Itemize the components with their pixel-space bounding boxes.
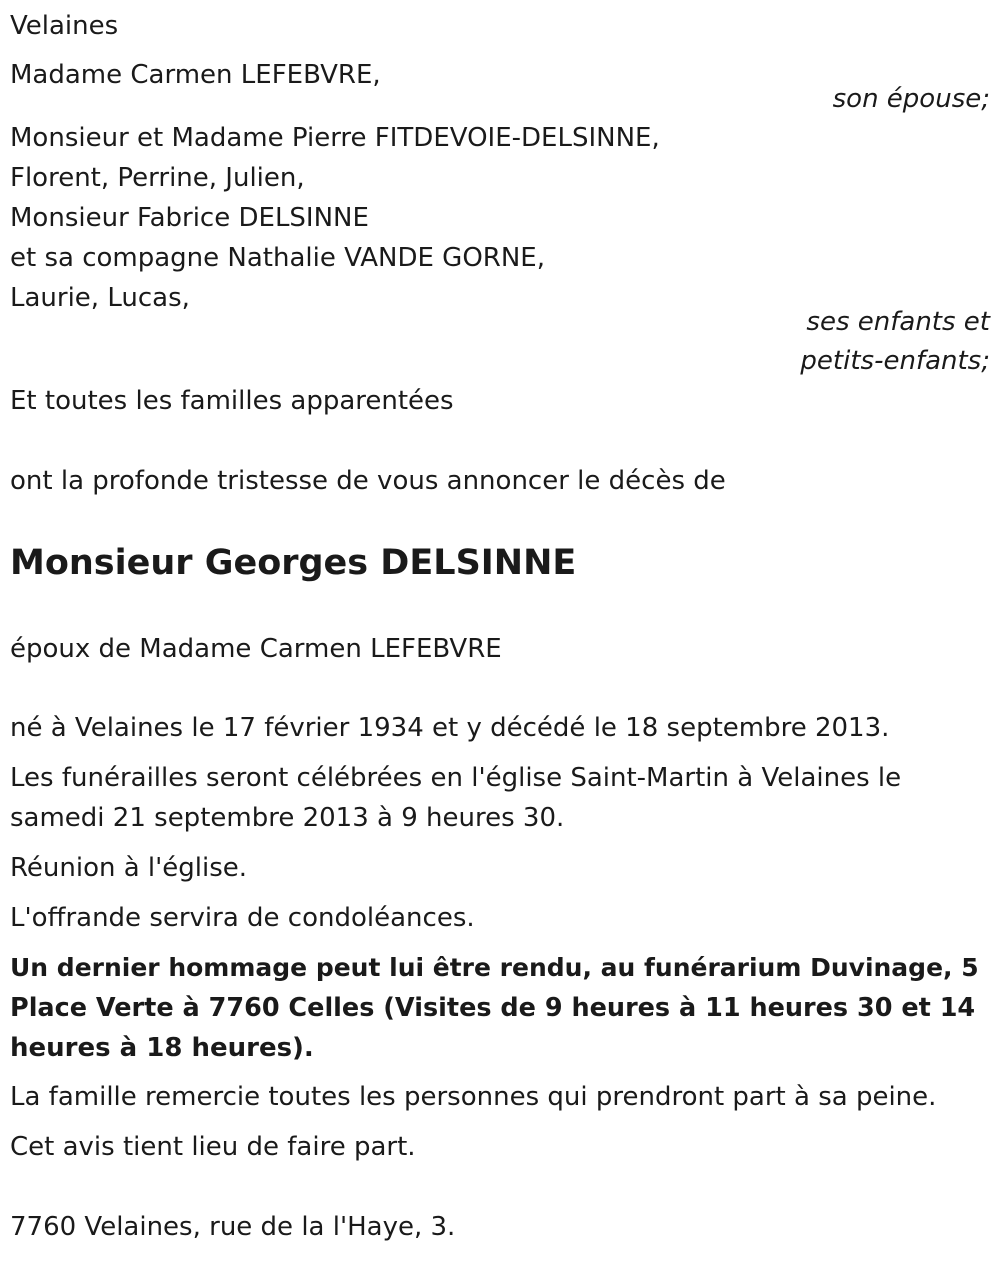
notice: Cet avis tient lieu de faire part. [10, 1132, 416, 1162]
spouse-of: époux de Madame Carmen LEFEBVRE [10, 634, 502, 664]
address: 7760 Velaines, rue de la l'Haye, 3. [10, 1212, 456, 1242]
families-line: Et toutes les familles apparentées [10, 386, 454, 416]
offering: L'offrande servira de condoléances. [10, 903, 475, 933]
birth-death: né à Velaines le 17 février 1934 et y décédé le 18 septembre 2013. [10, 713, 890, 743]
meeting: Réunion à l'église. [10, 853, 248, 883]
homage-line3: heures à 18 heures). [10, 1033, 314, 1063]
spouse-role: son épouse; [832, 84, 990, 114]
child-line: Laurie, Lucas, [10, 283, 190, 313]
child-line: Monsieur Fabrice DELSINNE [10, 203, 369, 233]
announcement: ont la profonde tristesse de vous annoncer le décès de [10, 466, 726, 496]
homage-line2: Place Verte à 7760 Celles (Visites de 9 heures à 11 heures 30 et 14 [10, 993, 976, 1023]
children-role-line1: ses enfants et [806, 307, 990, 337]
child-line: et sa compagne Nathalie VANDE GORNE, [10, 243, 545, 273]
child-line: Florent, Perrine, Julien, [10, 163, 305, 193]
funeral-line1: Les funérailles seront célébrées en l'église Saint-Martin à Velaines le [10, 763, 902, 793]
place-heading: Velaines [10, 11, 119, 41]
thanks: La famille remercie toutes les personnes qui prendront part à sa peine. [10, 1082, 937, 1112]
spouse-name: Madame Carmen LEFEBVRE, [10, 60, 381, 90]
deceased-name: Monsieur Georges DELSINNE [10, 543, 577, 583]
children-role-line2: petits-enfants; [800, 346, 990, 376]
homage-line1: Un dernier hommage peut lui être rendu, au funérarium Duvinage, 5 [10, 953, 979, 982]
funeral-line2: samedi 21 septembre 2013 à 9 heures 30. [10, 803, 565, 833]
child-line: Monsieur et Madame Pierre FITDEVOIE-DELSINNE, [10, 123, 660, 153]
